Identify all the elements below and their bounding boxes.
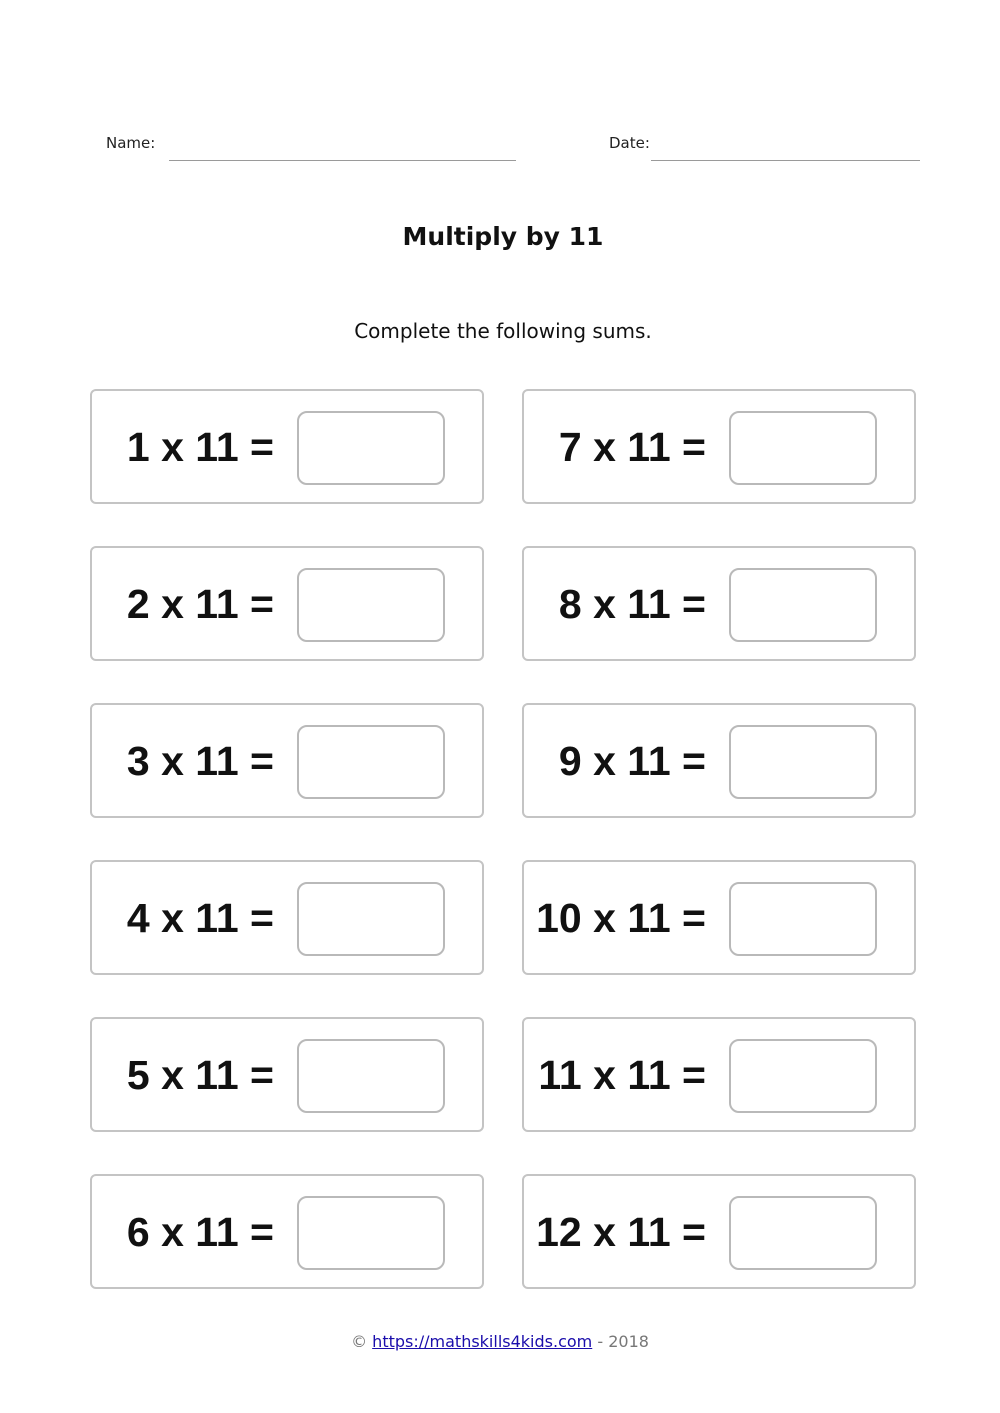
name-label: Name: [106, 134, 156, 152]
answer-box[interactable] [729, 725, 877, 799]
answer-box[interactable] [297, 1196, 445, 1270]
problem-card [522, 860, 916, 975]
equation-text: 2 x 11 = [126, 581, 274, 627]
problem-grid [90, 389, 916, 1289]
instruction-text: Complete the following sums. [354, 319, 652, 343]
copyright-symbol: © [351, 1332, 368, 1351]
equation-text: 10 x 11 = [536, 895, 706, 941]
problem-card [90, 1174, 484, 1289]
answer-box[interactable] [297, 411, 445, 485]
equation-text: 8 x 11 = [558, 581, 706, 627]
equation-text: 11 x 11 = [538, 1052, 706, 1098]
page-title: Multiply by 11 [402, 222, 604, 251]
problem-card [522, 703, 916, 818]
answer-box[interactable] [729, 1039, 877, 1113]
year-text: - 2018 [597, 1332, 649, 1351]
answer-box[interactable] [297, 568, 445, 642]
answer-box[interactable] [297, 882, 445, 956]
name-field-line[interactable] [169, 160, 516, 161]
problem-card [522, 389, 916, 504]
problem-card [90, 860, 484, 975]
footer [0, 1332, 1000, 1351]
problem-card [90, 389, 484, 504]
answer-box[interactable] [297, 725, 445, 799]
problem-card [90, 1017, 484, 1132]
problem-card [90, 703, 484, 818]
date-label: Date: [609, 134, 650, 152]
answer-box[interactable] [297, 1039, 445, 1113]
equation-text: 3 x 11 = [126, 738, 274, 784]
website-link[interactable]: https://mathskills4kids.com [372, 1332, 593, 1351]
answer-box[interactable] [729, 882, 877, 956]
equation-text: 7 x 11 = [558, 424, 706, 470]
problem-card [522, 1017, 916, 1132]
equation-text: 9 x 11 = [558, 738, 706, 784]
equation-text: 5 x 11 = [126, 1052, 274, 1098]
equation-text: 12 x 11 = [536, 1209, 706, 1255]
equation-text: 1 x 11 = [126, 424, 274, 470]
equation-text: 4 x 11 = [126, 895, 274, 941]
equation-text: 6 x 11 = [126, 1209, 274, 1255]
problem-card [522, 546, 916, 661]
date-field-line[interactable] [651, 160, 920, 161]
answer-box[interactable] [729, 1196, 877, 1270]
problem-card [90, 546, 484, 661]
problem-card [522, 1174, 916, 1289]
answer-box[interactable] [729, 568, 877, 642]
answer-box[interactable] [729, 411, 877, 485]
